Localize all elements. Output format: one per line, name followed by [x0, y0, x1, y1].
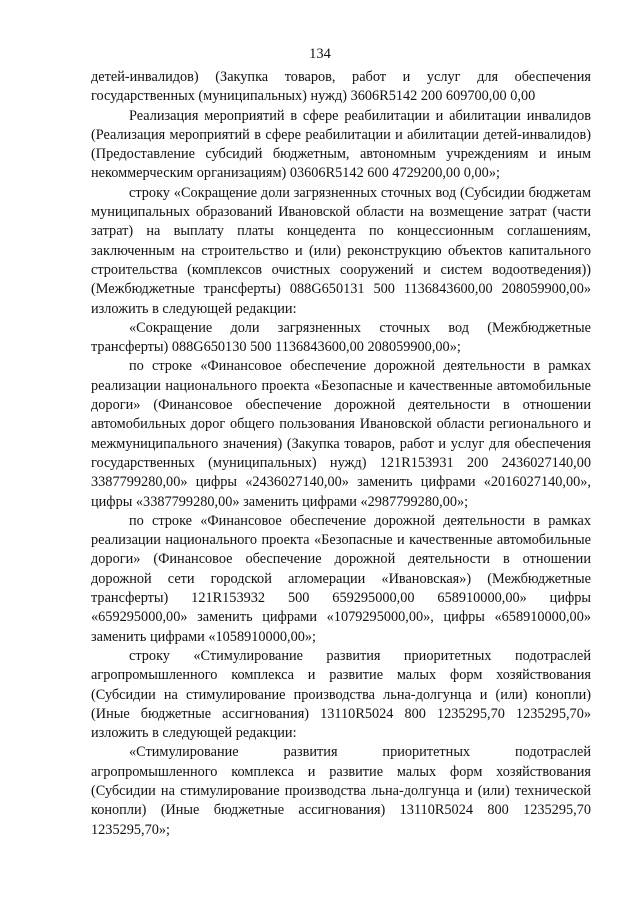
paragraph: Реализация мероприятий в сфере реабилитации и абилитации инвалидов (Реализация мероприятий в сфере реабилитации и абилитации детей-инвалидов) (Предоставление субсидий бюджетным, автономным учреждениям и иным некоммерческим организациям) 03606R5142 600 4729200,00 0,00»; [91, 107, 591, 182]
paragraph: строку «Стимулирование развития приоритетных подотраслей агропромышленного комплекса и развитие малых форм хозяйствования (Субсидии на стимулирование производства льна-долгунца и (или) конопли) (Иные бюджетные ассигнования) 13110R5024 800 1235295,70 1235295,70» изложить в следующей редакции: [91, 647, 591, 742]
paragraph: по строке «Финансовое обеспечение дорожной деятельности в рамках реализации национального проекта «Безопасные и качественные автомобильные дороги» (Финансовое обеспечение дорожной деятельности в отношении дорожной сети городской агломерации «Ивановская») (Межбюджетные трансферты) 121R153932 500 659295000,00 658910000,00» цифры «659295000,00» заменить цифрами «1079295000,00», цифры «658910000,00» заменить цифрами «1058910000,00»; [91, 512, 591, 645]
paragraph: по строке «Финансовое обеспечение дорожной деятельности в рамках реализации национального проекта «Безопасные и качественные автомобильные дороги» (Финансовое обеспечение дорожной деятельности в отношении автомобильных дорог общего пользования Ивановской области регионального и межмуниципального значения) (Закупка товаров, работ и услуг для обеспечения государственных (муниципальных) нужд) 121R153931 200 2436027140,00 3387799280,00» цифры «2436027140,00» заменить цифрами «2016027140,00», цифры «3387799280,00» заменить цифрами «2987799280,00»; [91, 358, 591, 510]
page-number: 134 [309, 46, 331, 62]
paragraph: строку «Сокращение доли загрязненных сточных вод (Субсидии бюджетам муниципальных образований Ивановской области на возмещение затрат (части затрат) на выплату платы концедента по концессионным соглашениям, заключенным на строительство и (или) реконструкцию объектов капитального строительства (комплексов очистных сооружений и систем водоотведения)) (Межбюджетные трансферты) 088G650131 500 1136843600,00 208059900,00» изложить в следующей редакции: [91, 184, 591, 317]
paragraph: детей-инвалидов) (Закупка товаров, работ и услуг для обеспечения государственных (муниципальных) нужд) 3606R5142 200 609700,00 0,00 [91, 69, 591, 105]
paragraph: «Стимулирование развития приоритетных подотраслей агропромышленного комплекса и развитие малых форм хозяйствования (Субсидии на стимулирование производства льна-долгунца и (или) технической конопли) (Иные бюджетные ассигнования) 13110R5024 800 1235295,70 1235295,70»; [91, 744, 591, 838]
paragraph: «Сокращение доли загрязненных сточных вод (Межбюджетные трансферты) 088G650130 500 1136843600,00 208059900,00»; [91, 319, 591, 356]
document-body [91, 68, 591, 840]
